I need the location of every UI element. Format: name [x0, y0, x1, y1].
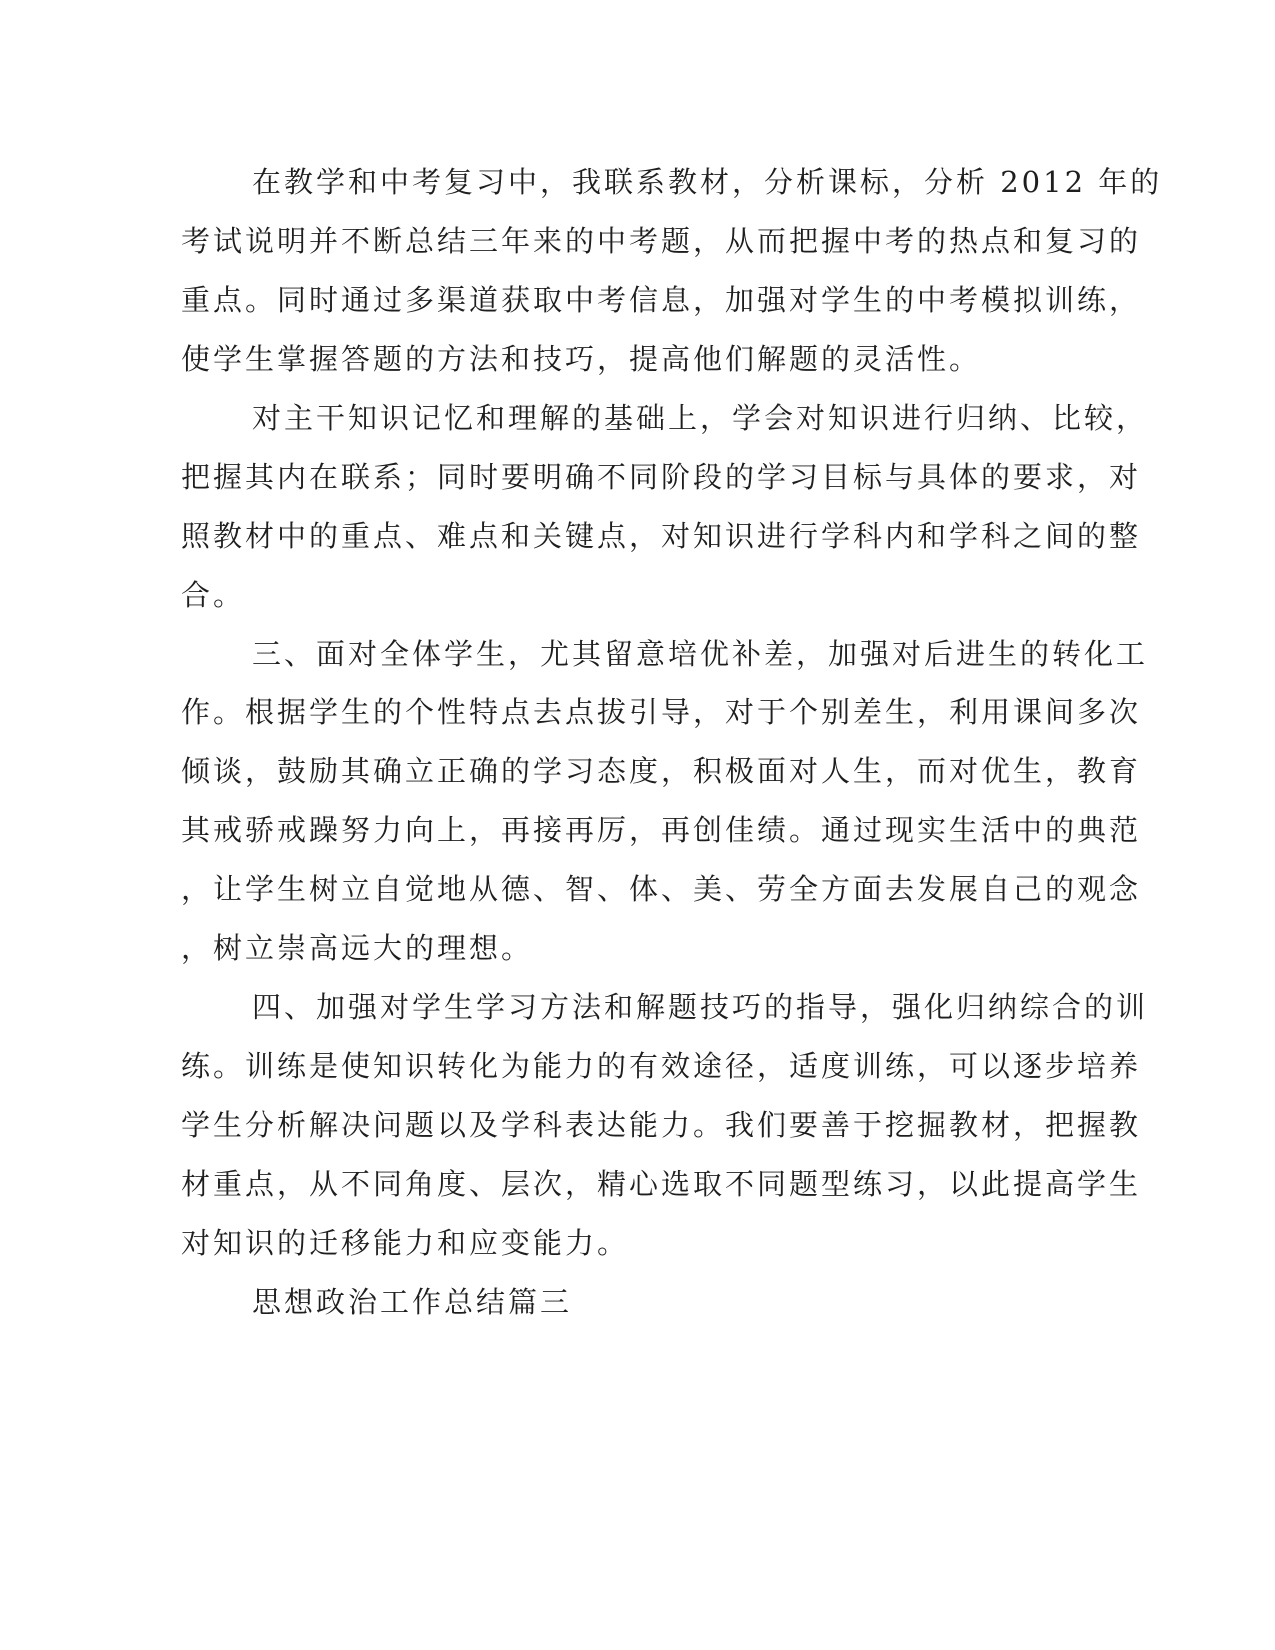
text-line: 倾谈，鼓励其确立正确的学习态度，积极面对人生，而对优生，教育 [181, 754, 1142, 788]
section-heading: 思想政治工作总结篇三 [252, 1285, 573, 1319]
text-line: 对知识的迁移能力和应变能力。 [181, 1226, 630, 1260]
text-line: 在教学和中考复习中，我联系教材，分析课标，分析 2012 年的 [252, 165, 1163, 199]
text-line: 把握其内在联系；同时要明确不同阶段的学习目标与具体的要求，对 [181, 460, 1142, 494]
text-line: 合。 [181, 578, 246, 612]
text-line: 四、加强对学生学习方法和解题技巧的指导，强化归纳综合的训 [252, 990, 1149, 1024]
text-line: 材重点，从不同角度、层次，精心选取不同题型练习，以此提高学生 [181, 1167, 1142, 1201]
text-line: 其戒骄戒躁努力向上，再接再厉，再创佳绩。通过现实生活中的典范 [181, 813, 1142, 847]
text-line: 照教材中的重点、难点和关键点，对知识进行学科内和学科之间的整 [181, 519, 1142, 553]
text-line: 考试说明并不断总结三年来的中考题，从而把握中考的热点和复习的 [181, 224, 1142, 258]
text-line: 重点。同时通过多渠道获取中考信息，加强对学生的中考模拟训练， [181, 283, 1142, 317]
text-line: 练。训练是使知识转化为能力的有效途径，适度训练，可以逐步培养 [181, 1049, 1142, 1083]
text-line: 作。根据学生的个性特点去点拔引导，对于个别差生，利用课间多次 [181, 695, 1142, 729]
text-line: 学生分析解决问题以及学科表达能力。我们要善于挖掘教材，把握教 [181, 1108, 1142, 1142]
text-line: 使学生掌握答题的方法和技巧，提高他们解题的灵活性。 [181, 342, 982, 376]
text-line: ，树立崇高远大的理想。 [181, 931, 534, 965]
text-line: ，让学生树立自觉地从德、智、体、美、劳全方面去发展自己的观念 [181, 872, 1142, 906]
text-line: 对主干知识记忆和理解的基础上，学会对知识进行归纳、比较， [252, 401, 1149, 435]
text-line: 三、面对全体学生，尤其留意培优补差，加强对后进生的转化工 [252, 637, 1149, 671]
